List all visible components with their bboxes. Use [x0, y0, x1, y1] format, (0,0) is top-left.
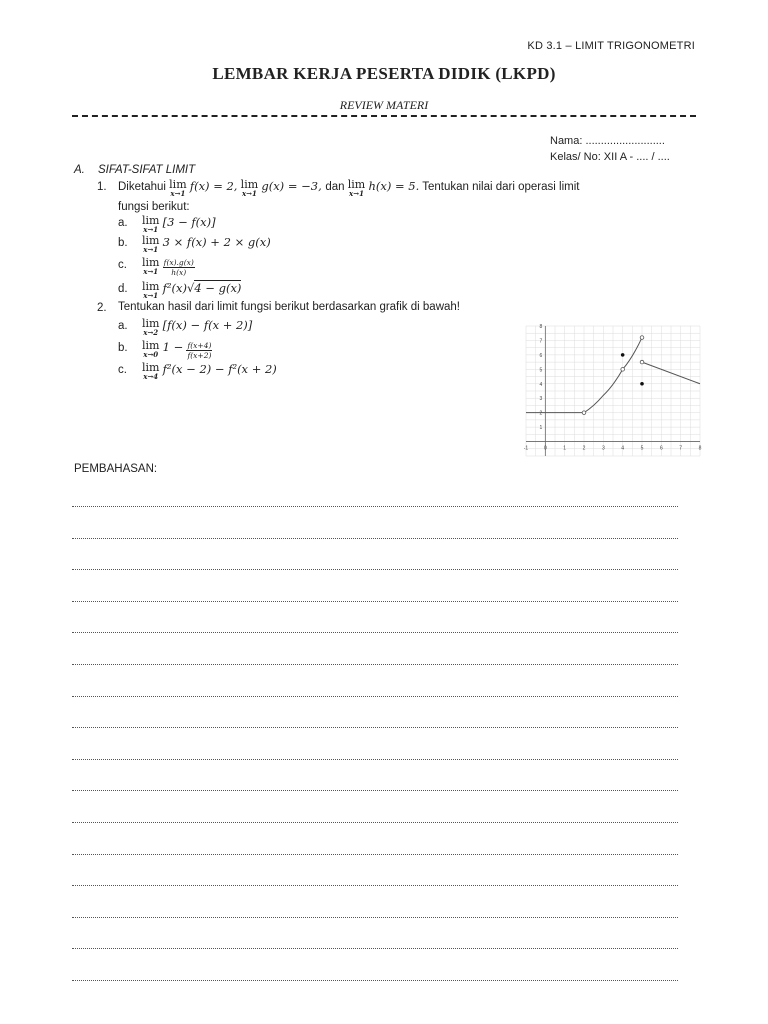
section-a — [74, 164, 195, 176]
q1-item-a: a. lim x→1 [3 − f(x)] — [118, 214, 216, 234]
x-tick-label: 5 — [640, 445, 644, 452]
q1-item-b: b. lim x→1 3 × f(x) + 2 × g(x) — [118, 234, 271, 254]
x-tick-label: 8 — [698, 445, 702, 452]
answer-line — [72, 727, 678, 728]
answer-line — [72, 885, 678, 886]
open-point — [640, 360, 644, 364]
nama-field: Nama: .......................... — [550, 135, 665, 147]
answer-line — [72, 917, 678, 918]
page-subtitle: REVIEW MATERI — [339, 98, 429, 112]
q1-lim-f: lim x→1 — [169, 178, 187, 198]
q1-g-eq: g(x) = −3, — [261, 179, 326, 193]
answer-line — [72, 980, 678, 981]
answer-line — [72, 759, 678, 760]
q2-text: Tentukan hasil dari limit fungsi berikut berdasarkan grafik di bawah! — [118, 301, 460, 313]
page-title: LEMBAR KERJA PESERTA DIDIK (LKPD) — [212, 64, 556, 83]
q1-lim-g: lim x→1 — [240, 178, 259, 198]
section-a-label: A. — [74, 164, 85, 176]
x-tick-label: 3 — [601, 445, 605, 452]
y-tick-label: 6 — [539, 352, 543, 359]
kelas-field: Kelas/ No: XII A - .... / .... — [550, 151, 670, 163]
x-tick-label: 0 — [543, 445, 547, 452]
answer-line — [72, 696, 678, 697]
answer-line — [72, 569, 678, 570]
q1-post: Tentukan nilai dari operasi limit — [419, 181, 580, 193]
x-tick-label: 1 — [563, 445, 567, 452]
answer-line — [72, 664, 678, 665]
header-divider — [72, 115, 696, 117]
q2-item-c: c. lim x→4 f²(x − 2) − f²(x + 2) — [118, 361, 277, 381]
y-tick-label: 1 — [539, 425, 543, 432]
section-a-title: SIFAT-SIFAT LIMIT — [98, 164, 196, 176]
open-point — [621, 368, 625, 372]
kd-label: KD 3.1 – LIMIT TRIGONOMETRI — [527, 40, 695, 52]
q1-dan: dan — [325, 181, 345, 193]
x-tick-label: 2 — [582, 445, 586, 452]
x-tick-label: 4 — [621, 445, 625, 452]
answer-line — [72, 632, 678, 633]
y-tick-label: 7 — [539, 338, 543, 345]
x-tick-label: 6 — [659, 445, 663, 452]
x-tick-label: 7 — [679, 445, 683, 452]
answer-line — [72, 601, 678, 602]
answer-line — [72, 822, 678, 823]
q1-item-c: c. lim x→1 $\frac{f(x).g(x)}{h(x)}$ — [118, 256, 194, 277]
y-tick-label: 8 — [539, 324, 543, 330]
q1-line2: fungsi berikut: — [118, 201, 190, 213]
answer-line — [72, 948, 678, 949]
answer-line — [72, 790, 678, 791]
closed-point — [621, 353, 625, 357]
answer-line — [72, 506, 678, 507]
q1-lim-h: lim x→1 — [347, 178, 366, 198]
pembahasan-label: PEMBAHASAN: — [74, 463, 158, 475]
answer-line — [72, 538, 678, 539]
x-tick-label: -1 — [523, 445, 529, 452]
q1-pre: Diketahui — [118, 181, 166, 193]
q2-item-b: b. lim x→0 1 − $\frac{f(x+4)}{f(x+2)}$ — [118, 339, 212, 360]
q1-f-eq: f(x) = 2, — [189, 179, 238, 193]
q2-number: 2. — [97, 302, 107, 314]
q1-number: 1. — [97, 181, 107, 193]
q1-h-eq: h(x) = 5. — [368, 179, 420, 193]
function-graph — [520, 320, 706, 466]
y-tick-label: 2 — [539, 410, 543, 417]
q1-text — [118, 178, 698, 198]
y-tick-label: 3 — [539, 396, 543, 403]
open-point — [582, 411, 586, 415]
q2-item-a: a. lim x→2 [f(x) − f(x + 2)] — [118, 317, 253, 337]
q1-item-d: d. lim x→1 f²(x)√4 − g(x) — [118, 280, 242, 300]
y-tick-label: 5 — [539, 367, 543, 374]
y-tick-label: 4 — [539, 381, 543, 388]
closed-point — [640, 382, 644, 386]
open-point — [640, 336, 644, 340]
answer-line — [72, 854, 678, 855]
